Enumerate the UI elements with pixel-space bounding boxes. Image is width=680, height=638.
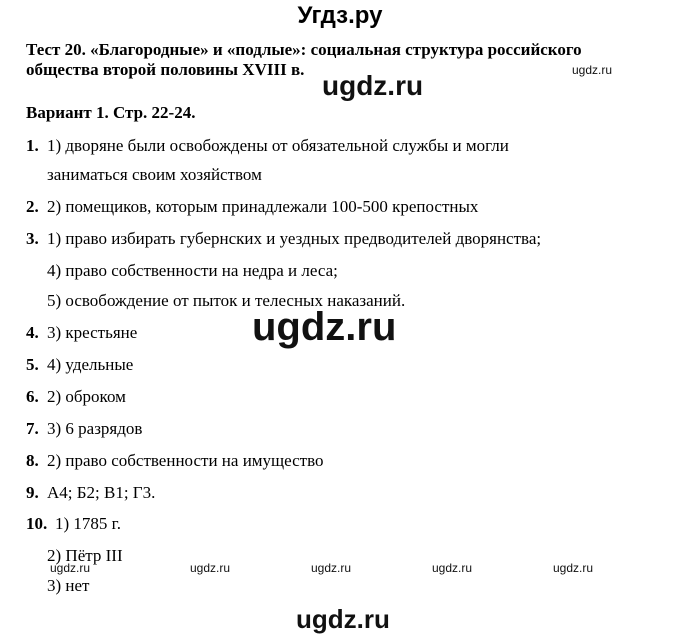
site-header: Угдз.ру: [297, 2, 383, 29]
watermark-large: ugdz.ru: [252, 305, 397, 349]
answer-text: 4) удельные: [47, 355, 134, 374]
watermark-small: ugdz.ru: [50, 561, 91, 575]
answer-number: 4.: [26, 323, 39, 342]
variant-heading: Вариант 1. Стр. 22-24.: [26, 103, 196, 122]
watermark-small: ugdz.ru: [553, 561, 594, 575]
answer-text: заниматься своим хозяйством: [47, 165, 262, 184]
answer-text: 3) 6 разрядов: [47, 419, 143, 438]
answer-text: 1) дворяне были освобождены от обязательной службы и могли: [47, 136, 509, 155]
answer-number: 3.: [26, 229, 39, 248]
answer-number: 9.: [26, 483, 39, 502]
answer-number: 8.: [26, 451, 39, 470]
watermark-large: ugdz.ru: [296, 604, 390, 634]
watermark-small: ugdz.ru: [311, 561, 352, 575]
answer-text: 3) крестьяне: [47, 323, 138, 342]
watermark-small: ugdz.ru: [190, 561, 231, 575]
answer-text: 2) помещиков, которым принадлежали 100-500 крепостных: [47, 197, 479, 216]
answer-text: 5) освобождение от пыток и телесных наказаний.: [47, 291, 406, 310]
watermark-small: ugdz.ru: [432, 561, 473, 575]
answer-number: 5.: [26, 355, 39, 374]
answer-text: 2) оброком: [47, 387, 126, 406]
answer-number: 6.: [26, 387, 39, 406]
answer-number: 2.: [26, 197, 39, 216]
answer-number: 7.: [26, 419, 39, 438]
answer-text: 2) Пётр III: [47, 546, 123, 565]
answer-text: 1) право избирать губернских и уездных предводителей дворянства;: [47, 229, 542, 248]
answer-number: 10.: [26, 514, 48, 533]
answer-text: 4) право собственности на недра и леса;: [47, 261, 338, 280]
answer-text: 3) нет: [47, 576, 90, 595]
test-title-line-1: Тест 20. «Благородные» и «подлые»: социальная структура российского: [26, 40, 582, 59]
answer-text: 2) право собственности на имущество: [47, 451, 324, 470]
answer-text: А4; Б2; В1; Г3.: [47, 483, 156, 502]
answer-number: 1.: [26, 136, 39, 155]
test-title-line-2: общества второй половины XVIII в.: [26, 60, 305, 79]
answer-text: 1) 1785 г.: [55, 514, 121, 533]
watermark-small: ugdz.ru: [572, 63, 613, 77]
watermark-large: ugdz.ru: [322, 70, 424, 101]
